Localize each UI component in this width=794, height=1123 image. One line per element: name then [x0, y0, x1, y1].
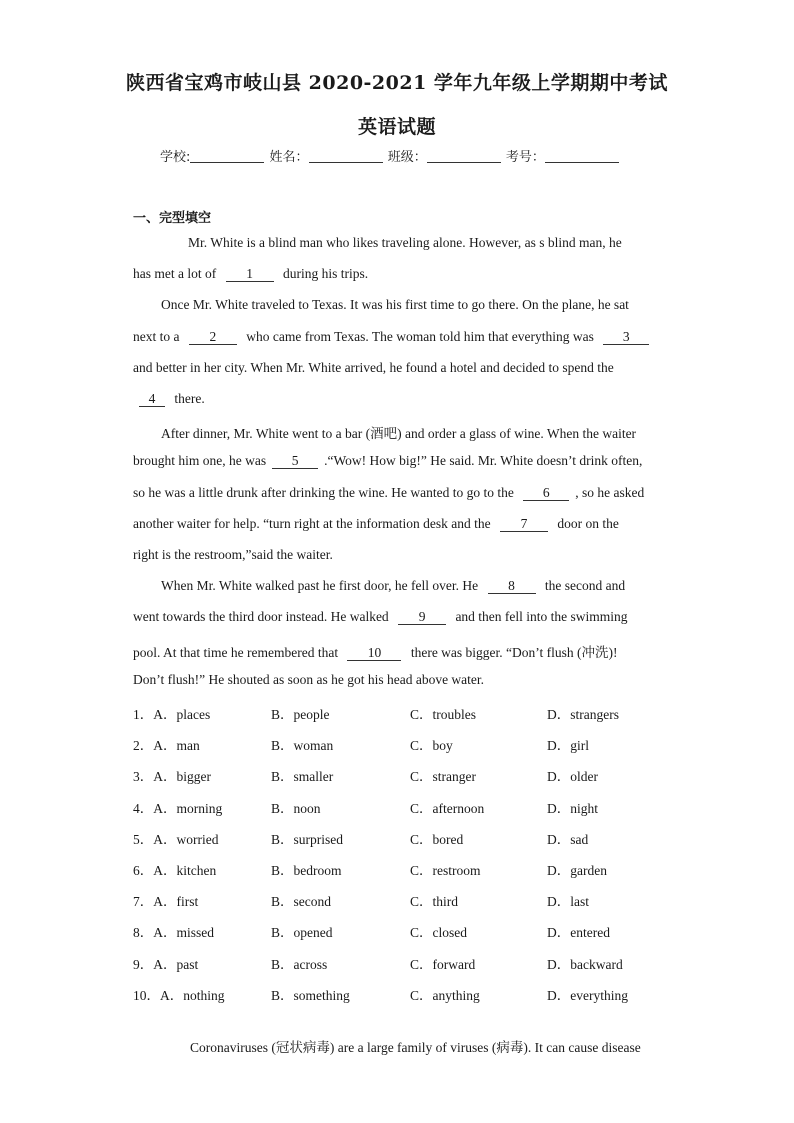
option-d[interactable]: D．everything: [547, 987, 628, 1003]
passage-text: brought him one, he was: [133, 453, 267, 468]
question-number-and-option-a: [133, 734, 200, 754]
passage-text: door on the: [554, 516, 619, 531]
question-number-and-option-a: [133, 797, 222, 817]
passage-text: next to a: [133, 329, 183, 344]
option-d[interactable]: D．entered: [547, 925, 610, 941]
section-heading: 一、完型填空: [133, 211, 212, 226]
blank-7[interactable]: 7: [500, 517, 548, 532]
passage-line: [133, 453, 663, 469]
option-b[interactable]: B．noon: [271, 800, 321, 816]
blank-4[interactable]: 4: [139, 392, 165, 407]
option-a-text[interactable]: A．past: [153, 956, 199, 972]
option-b[interactable]: B．smaller: [271, 769, 334, 785]
option-d[interactable]: D．sad: [547, 831, 589, 847]
option-d[interactable]: D．girl: [547, 738, 589, 754]
question-number: 7．: [133, 894, 154, 910]
blank-8[interactable]: 8: [488, 579, 536, 594]
class-field[interactable]: [427, 148, 501, 163]
passage-line: [133, 516, 663, 532]
option-b[interactable]: B．opened: [271, 925, 333, 941]
blank-5[interactable]: 5: [272, 454, 318, 469]
passage-text: another waiter for help. “turn right at the information desk and the: [133, 516, 495, 531]
question-row: [133, 859, 693, 877]
option-d[interactable]: D．older: [547, 769, 598, 785]
option-d[interactable]: D．backward: [547, 956, 623, 972]
exam-title: 陕西省宝鸡市岐山县 2020-2021 学年九年级上学期期中考试: [126, 72, 668, 94]
exam-number-label: 考号：: [505, 150, 545, 165]
passage-text: Once Mr. White traveled to Texas. It was his first time to go there. On the plane, he sat: [161, 297, 629, 312]
passage-text: there.: [171, 391, 205, 406]
passage-text: .“Wow! How big!” He said. Mr. White doesn’t drink often,: [324, 453, 643, 468]
school-label: 学校:: [160, 150, 191, 165]
option-d[interactable]: D．strangers: [547, 707, 619, 722]
option-b[interactable]: B．second: [271, 894, 331, 910]
passage-text: and then fell into the swimming: [452, 609, 628, 624]
passage-text: Don’t flush!” He shouted as soon as he got his head above water.: [133, 672, 485, 687]
option-c[interactable]: C．restroom: [410, 863, 481, 878]
question-row: [133, 703, 693, 721]
passage-text: went towards the third door instead. He walked: [133, 609, 393, 624]
question-number-and-option-a: [133, 859, 216, 879]
passage-line: [161, 422, 691, 442]
name-label: 姓名：: [269, 150, 309, 165]
passage-text: so he was a little drunk after drinking the wine. He wanted to go to the: [133, 485, 518, 500]
passage-line: [133, 547, 663, 563]
option-b[interactable]: B．something: [271, 987, 350, 1003]
option-a-text[interactable]: A．first: [153, 894, 199, 910]
student-info-row: [160, 146, 620, 165]
option-b[interactable]: B．woman: [271, 738, 334, 754]
question-number-and-option-a: [133, 765, 211, 785]
school-field[interactable]: [190, 148, 264, 163]
passage-text: When Mr. White walked past he first door, he fell over. He: [161, 578, 482, 593]
option-c[interactable]: C．third: [410, 894, 459, 910]
option-b[interactable]: B．across: [271, 956, 328, 972]
question-number-and-option-a: [133, 953, 198, 973]
class-label: 班级：: [387, 150, 427, 165]
blank-6[interactable]: 6: [523, 486, 569, 501]
question-row: [133, 765, 693, 783]
option-c[interactable]: C．anything: [410, 987, 480, 1003]
blank-1[interactable]: 1: [226, 267, 274, 282]
option-d[interactable]: D．last: [547, 894, 589, 910]
passage-line: [133, 485, 663, 501]
passage-line: [133, 391, 663, 407]
option-d[interactable]: D．night: [547, 800, 599, 816]
option-d[interactable]: D．garden: [547, 863, 607, 878]
question-number-and-option-a: [133, 890, 198, 910]
next-passage-line: Coronaviruses (冠状病毒) are a large family of viruses (病毒). It can cause disease: [190, 1040, 641, 1055]
blank-9[interactable]: 9: [398, 610, 446, 625]
passage-text: right is the restroom,”said the waiter.: [133, 547, 333, 562]
passage-text: and better in her city. When Mr. White arrived, he found a hotel and decided to spend the: [133, 360, 614, 375]
option-a-text[interactable]: A．missed: [153, 925, 214, 941]
option-a-text[interactable]: A．bigger: [153, 769, 211, 785]
option-a-text[interactable]: A．worried: [153, 831, 219, 847]
passage-text: has met a lot of: [133, 266, 220, 281]
name-field[interactable]: [309, 148, 383, 163]
question-number: 4．: [133, 800, 154, 816]
option-a-text[interactable]: A．kitchen: [153, 863, 217, 878]
passage-line: [133, 641, 663, 661]
blank-10[interactable]: 10: [347, 646, 401, 661]
question-number: 6．: [133, 863, 154, 878]
question-row: [133, 734, 693, 752]
passage-line: [133, 266, 663, 282]
question-number: 3．: [133, 769, 154, 785]
question-number-and-option-a: [133, 703, 210, 723]
passage-text: during his trips.: [279, 266, 369, 281]
exam-subtitle: 英语试题: [357, 116, 436, 138]
question-row: [133, 828, 693, 846]
option-c[interactable]: C．boy: [410, 738, 453, 754]
passage-text: pool. At that time he remembered that: [133, 645, 342, 660]
question-row: [133, 890, 693, 908]
option-c[interactable]: C．forward: [410, 956, 476, 972]
option-c[interactable]: C．stranger: [410, 769, 476, 785]
passage-text: Mr. White is a blind man who likes traveling alone. However, as s blind man, he: [188, 235, 622, 250]
option-c[interactable]: C．bored: [410, 831, 464, 847]
blank-2[interactable]: 2: [189, 330, 237, 345]
passage-text: there was bigger. “Don’t flush (冲洗)!: [407, 645, 618, 660]
blank-3[interactable]: 3: [603, 330, 649, 345]
option-a-text[interactable]: A．nothing: [160, 987, 225, 1003]
option-a-text[interactable]: A．places: [153, 707, 211, 722]
passage-line: [133, 609, 663, 625]
option-c[interactable]: C．closed: [410, 925, 467, 941]
question-number: 8．: [133, 925, 154, 941]
question-number-and-option-a: [133, 921, 214, 941]
option-b[interactable]: B．people: [271, 707, 330, 722]
option-b[interactable]: B．surprised: [271, 831, 343, 847]
passage-line: [161, 578, 691, 594]
question-row: [133, 984, 693, 1002]
passage-text: After dinner, Mr. White went to a bar (酒吧) and order a glass of wine. When the waiter: [161, 426, 637, 441]
question-number: 2．: [133, 738, 154, 754]
passage-line: [188, 235, 718, 251]
passage-text: , so he asked: [575, 485, 645, 500]
passage-line: [133, 360, 663, 376]
question-row: [133, 953, 693, 971]
question-number: 10．: [133, 987, 160, 1003]
passage-line: [133, 329, 663, 345]
exam-number-field[interactable]: [545, 148, 619, 163]
question-number: 5．: [133, 831, 154, 847]
question-row: [133, 797, 693, 815]
question-number-and-option-a: [133, 984, 225, 1004]
option-a-text[interactable]: A．morning: [153, 800, 223, 816]
question-number-and-option-a: [133, 828, 218, 848]
passage-line: [161, 297, 691, 313]
question-row: [133, 921, 693, 939]
question-number: 1．: [133, 707, 154, 722]
passage-line: [133, 672, 663, 688]
passage-text: who came from Texas. The woman told him that everything was: [242, 329, 598, 344]
option-c[interactable]: C．afternoon: [410, 800, 485, 816]
option-c[interactable]: C．troubles: [410, 707, 476, 722]
option-b[interactable]: B．bedroom: [271, 863, 342, 878]
option-a-text[interactable]: A．man: [153, 738, 200, 754]
question-number: 9．: [133, 956, 154, 972]
passage-text: the second and: [541, 578, 626, 593]
